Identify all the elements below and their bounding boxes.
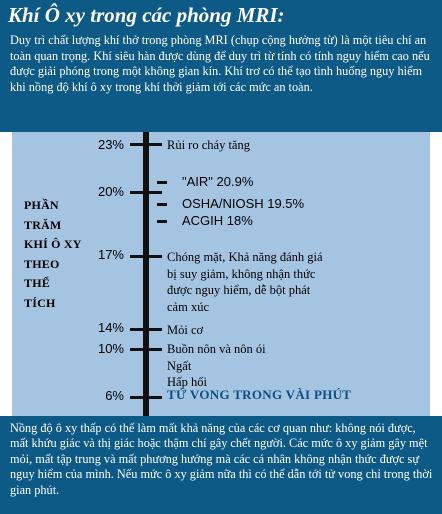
effect-line: Buồn nôn và nôn ói xyxy=(167,342,266,356)
effect-line: Chóng mặt, Khả năng đánh giá xyxy=(167,250,323,264)
side-label-line: TÍCH xyxy=(24,295,56,310)
page-title: Khí Ô xy trong các phòng MRI: xyxy=(0,0,442,30)
side-label-line: THEO xyxy=(24,256,60,271)
air-label: "AIR" 20.9% xyxy=(182,174,254,189)
side-label-line: THỂ xyxy=(24,276,50,290)
effect-label-17 xyxy=(167,249,323,315)
tick-acgih xyxy=(157,220,167,223)
pct-label-10: 10% xyxy=(97,341,124,356)
tick-10 xyxy=(130,348,162,351)
osha-label: OSHA/NIOSH 19.5% xyxy=(182,196,305,211)
pct-label-14: 14% xyxy=(97,320,124,335)
side-label-line: PHẦN xyxy=(24,198,59,212)
tick-osha xyxy=(157,203,167,206)
tick-14 xyxy=(130,328,162,331)
pct-label-6: 6% xyxy=(105,388,124,403)
acgih-label: ACGIH 18% xyxy=(182,213,253,228)
effect-line: Ngất xyxy=(167,358,192,373)
side-label-line: KHÍ Ô XY xyxy=(24,237,82,251)
tick-6 xyxy=(130,396,162,399)
side-label-line: TRĂM xyxy=(24,217,62,232)
effect-line: cảm xúc xyxy=(167,299,209,314)
effect-line: được nguy hiểm, dễ bột phát xyxy=(167,283,311,297)
tick-air xyxy=(157,181,167,184)
outro-panel xyxy=(0,416,442,514)
pct-label-23: 23% xyxy=(97,137,124,152)
effect-label-6: TỬ VONG TRONG VÀI PHÚT xyxy=(167,387,352,402)
effect-line: Hấp hối xyxy=(167,375,207,389)
tick-20 xyxy=(130,191,162,194)
tick-23 xyxy=(130,143,162,146)
scale-axis xyxy=(143,132,149,416)
outro-text: Nồng độ ô xy thấp có thể làm mất khả năng của các cơ quan như: không nói được, mất khứu giác và thị giác hoặc thậm chí gây chết người. Các mức ô xy giảm gây mệt mỏi, mất tập trung và mất phương hướng mà các cá nhân không nhận thức được sự nguy hiểm của mình. Nếu mức ô xy giảm nữa thì có thể dẫn tới tử vong chỉ trong thời gian phút. xyxy=(10,421,433,497)
pct-label-20: 20% xyxy=(97,184,124,199)
intro-text: Duy trì chất lượng khí thở trong phòng MRI (chụp cộng hưởng từ) là một tiêu chí an toàn quan trọng. Khí siêu hàn được dùng để duy trì từ tính có tính nguy hiểm cao nếu được giải phóng trong một không gian kín. Khí trơ có thể tạo tình huống nguy hiểm khi nồng độ khí ô xy trong khí thởi giảm tới các mức an toàn. xyxy=(10,33,430,94)
intro-panel xyxy=(0,30,442,132)
effect-label-23: Rủi ro cháy tăng xyxy=(167,138,250,152)
tick-17 xyxy=(130,255,162,258)
effect-line: bị suy giảm, không nhận thức xyxy=(167,266,316,281)
pct-label-17: 17% xyxy=(97,247,124,262)
oxygen-level-scale xyxy=(12,132,430,416)
effect-label-14: Mỏi cơ xyxy=(167,323,204,337)
effect-label-10 xyxy=(167,341,266,391)
